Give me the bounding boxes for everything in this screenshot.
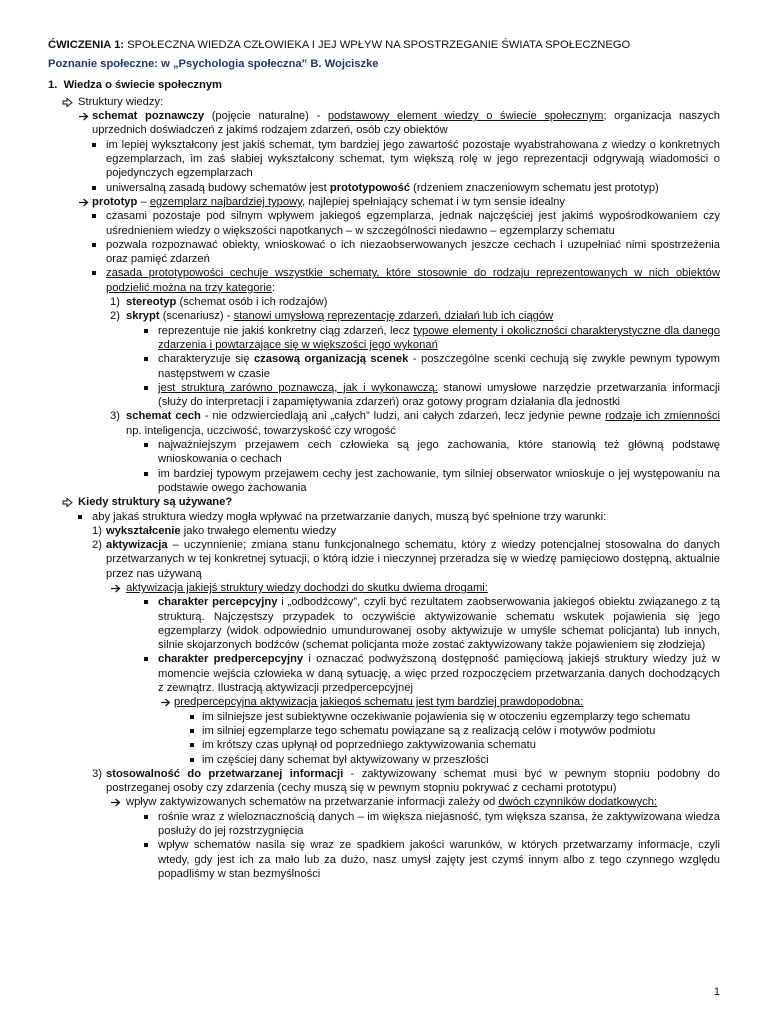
bullet-square-icon xyxy=(92,267,96,281)
outline-text: reprezentuje nie jakiś konkretny ciąg zdarzeń, lecz xyxy=(158,324,414,337)
outline-item xyxy=(48,753,720,767)
list-number: 2) xyxy=(92,539,102,552)
outline-item xyxy=(48,309,720,323)
outline-item xyxy=(48,810,720,839)
bullet-square-icon xyxy=(144,468,148,482)
outline-item xyxy=(48,724,720,738)
bullet-square-icon xyxy=(92,239,96,253)
outline-text: stanowi umysłową reprezentację zdarzeń, działań lub ich ciągów xyxy=(233,310,554,323)
arrow-bullet-icon xyxy=(78,197,89,208)
outline-item xyxy=(48,581,720,595)
outline-text: najważniejszym przejawem cech człowieka są jego zachowania, które stanowią też główną podstawę wnioskowania o cechach xyxy=(158,439,720,466)
section-number: 1. xyxy=(48,78,58,91)
list-number: 1) xyxy=(92,524,102,537)
outline-text: aktywizacja xyxy=(106,539,168,552)
outline-text: (schemat osób i ich rodzajów) xyxy=(176,296,328,309)
outline-text: im silniej egzemplarze tego schematu powiązane są z realizacją celów i motywów podmiotu xyxy=(202,724,656,737)
bullet-square-icon xyxy=(144,839,148,853)
outline-text: schemat poznawczy xyxy=(92,110,205,123)
outline-text: Struktury wiedzy: xyxy=(78,95,164,108)
bullet-square-icon xyxy=(144,439,148,453)
arrow-bullet-icon xyxy=(160,697,171,708)
outline-text: , najlepiej spełniający schemat i w tym sensie idealny xyxy=(301,195,566,208)
outline-text: – uczynnienie; zmiana stanu funkcjonalnego schematu, który z wiedzy potencjalnej stosowalna do danych przetwarzanych w tej konkretnej sytuacji, o którą idzie i nieczynnej przeradza się w wiedzę pamięciowo dostępną, aktualnie przez nas używaną xyxy=(106,539,720,580)
list-number: 1) xyxy=(110,296,120,309)
outline-text: uniwersalną zasadą budowy schematów jest xyxy=(106,181,330,194)
outline-item xyxy=(48,595,720,652)
hollow-arrow-bullet-icon xyxy=(62,97,73,108)
outline-item xyxy=(48,838,720,881)
bullet-square-icon xyxy=(92,182,96,196)
outline-text: prototyp xyxy=(92,195,138,208)
outline-item xyxy=(48,381,720,410)
document-title xyxy=(48,38,720,52)
outline-item xyxy=(48,295,720,309)
outline-text: stanowi umysłowe narzędzie przetwarzania informacji (służy do interpretacji i zapamiętywania zdarzeń) oraz gotowy program działania dla jednostki xyxy=(158,381,720,409)
outline-item xyxy=(48,524,720,538)
outline-text: czasową organizacją scenek xyxy=(253,353,409,366)
outline-text: im silniejsze jest subiektywne oczekiwanie pojawienia się w otoczeniu egzemplarzy tego schematu xyxy=(202,710,691,723)
outline-text: aby jakaś struktura wiedzy mogła wpływać na przetwarzanie danych, muszą być spełnione trzy warunki: xyxy=(92,510,607,523)
arrow-bullet-icon xyxy=(110,583,121,594)
outline-item xyxy=(48,181,720,195)
outline-text: Kiedy struktury są używane? xyxy=(78,496,233,509)
arrow-bullet-icon xyxy=(78,111,89,122)
outline-text: im częściej dany schemat był aktywizowany w przeszłości xyxy=(202,753,489,766)
outline-item xyxy=(48,109,720,138)
outline-text: zasada prototypowości cechuje wszystkie schematy, które stosownie do rodzaju reprezentowanych w nich obiektów podzielić można na trzy kategorie xyxy=(106,267,720,294)
outline-item xyxy=(48,767,720,796)
outline-text: stosowalność do przetwarzanej informacji xyxy=(106,767,344,780)
outline-item xyxy=(48,510,720,524)
outline-item xyxy=(48,438,720,467)
outline-text: (scenariusz) - xyxy=(159,310,234,323)
outline-item xyxy=(48,266,720,295)
outline-item xyxy=(48,352,720,381)
outline-text: ; organizacja naszych uprzednich doświadczeń z jakimś rodzajem zdarzeń, osób czy obiektów xyxy=(92,110,720,137)
outline-item xyxy=(48,652,720,695)
outline-item xyxy=(48,138,720,181)
outline-item xyxy=(48,209,720,238)
bullet-square-icon xyxy=(78,511,82,525)
outline-text: prototypowość xyxy=(329,181,411,194)
bullet-square-icon xyxy=(190,711,194,725)
outline-item xyxy=(48,409,720,438)
bullet-square-icon xyxy=(144,653,148,667)
outline-text: podstawowy element wiedzy o świecie społecznym xyxy=(327,110,604,123)
bullet-square-icon xyxy=(190,739,194,753)
outline-item xyxy=(48,710,720,724)
outline-text: rodzaje ich zmienności xyxy=(605,410,720,423)
outline-item xyxy=(48,495,720,509)
arrow-bullet-icon xyxy=(110,797,121,808)
outline-text: dwóch czynników dodatkowych: xyxy=(498,796,658,809)
outline-text: - nie odzwierciedlają ani „całych” ludzi, ani całych zdarzeń, lecz jedynie pewne xyxy=(200,410,606,423)
document-subtitle: Poznanie społeczne: w „Psychologia społeczna” B. Wojciszke xyxy=(48,58,379,71)
outline-text: predpercepcyjna aktywizacja jakiegoś schematu jest tym bardziej prawdopodobna: xyxy=(174,696,584,709)
outline-text: egzemplarz najbardziej typowy xyxy=(149,195,302,208)
bullet-square-icon xyxy=(190,754,194,768)
outline-text: i „odbodźcowy”, czyli być rezultatem zaobserwowania jakiegoś obiektu związanego z tą strukturą. Najczęstszy przypadek to oczywiście aktywizowanie schematu wskutek pojawienia się jego egzemplarzy (widok odpowiednio umundurowanej osoby aktywizuje w umyśle schemat policjanta) lub innych, silnie skojarzonych bodźców (schemat policjanta może zostać zaktywizowany także pojawieniem się złodzieja) xyxy=(158,596,721,652)
bullet-square-icon xyxy=(92,210,96,224)
outline-text: skrypt xyxy=(126,310,160,323)
outline-text: rośnie wraz z wieloznacznością danych – im większa niejasność, tym większa szansa, że zaktywizowana wiedza posłuży do jej rozstrzygnięcia xyxy=(158,810,720,838)
outline-text: - zaktywizowany schemat musi być w pewnym stopniu podobny do postrzeganej osoby czy zdarzenia (cechy muszą się w pewnym stopniu pokrywać z cechami prototypu) xyxy=(106,767,720,795)
outline-item xyxy=(48,795,720,809)
outline-text: schemat cech xyxy=(126,410,201,423)
bullet-square-icon xyxy=(144,353,148,367)
notes-outline xyxy=(48,95,720,881)
outline-text: jako trwałego elementu wiedzy xyxy=(180,524,337,537)
bullet-square-icon xyxy=(92,139,96,153)
section-title: Wiedza o świecie społecznym xyxy=(63,78,223,91)
outline-item xyxy=(48,538,720,581)
bullet-square-icon xyxy=(144,811,148,825)
title-rest: SPOŁECZNA WIEDZA CZŁOWIEKA I JEJ WPŁYW NA SPOSTRZEGANIE ŚWIATA SPOŁECZNEGO xyxy=(124,39,631,51)
outline-text: charakter predpercepcyjny xyxy=(158,653,304,666)
outline-item xyxy=(48,738,720,752)
outline-text: jest strukturą zarówno poznawczą, jak i wykonawczą: xyxy=(158,381,438,394)
outline-text: pozwala rozpoznawać obiekty, wnioskować o ich niezaobserwowanych jeszcze cechach i uzupełniać nimi spostrzeżenia oraz pamięć zdarzeń xyxy=(106,238,720,266)
bullet-square-icon xyxy=(190,725,194,739)
outline-text: : xyxy=(272,281,276,294)
outline-item xyxy=(48,695,720,709)
outline-text: typowe elementy i okoliczności charakterystyczne dla danego zdarzenia i powtarzające się w większości jego wykonań xyxy=(158,324,720,351)
outline-text: (rdzeniem znaczeniowym schematu jest prototyp) xyxy=(410,181,659,194)
section-heading xyxy=(48,78,720,92)
outline-text: stereotyp xyxy=(126,296,177,309)
outline-text: charakter percepcyjny xyxy=(158,596,278,609)
outline-item xyxy=(48,195,720,209)
list-number: 3) xyxy=(110,410,120,423)
outline-item xyxy=(48,238,720,267)
outline-text: – xyxy=(137,195,150,208)
outline-text: - poszczególne scenki cechują się zwykle pewnym typowym następstwem w czasie xyxy=(158,353,720,380)
outline-item xyxy=(48,467,720,496)
list-number: 2) xyxy=(110,310,120,323)
list-number: 3) xyxy=(92,767,102,780)
outline-text: czasami pozostaje pod silnym wpływem jakiegoś egzemplarza, jednak najczęściej jest jakimś wypośrodkowaniem czy uśrednieniem wiedzy o większości napotkanych – w szczególności niedawno – egzemplarzy schematu xyxy=(106,210,720,237)
bullet-square-icon xyxy=(144,325,148,339)
page-number: 1 xyxy=(713,986,720,998)
outline-text: im krótszy czas upłynął od poprzedniego zaktywizowania schematu xyxy=(202,739,536,752)
outline-text: wpływ schematów nasila się wraz ze spadkiem jakości warunków, w których przetwarzamy informacje, czyli wtedy, gdy jest ich za mało lub za dużo, nasz umysł zajęty jest czymś innym albo z tego czynnego względu popadliśmy w stan bezmyślności xyxy=(158,839,720,880)
outline-text: charakteryzuje się xyxy=(158,353,254,366)
outline-text: np. inteligencja, uczciwość, towarzyskość czy wrogość xyxy=(126,424,396,437)
outline-text: (pojęcie naturalne) - xyxy=(204,110,328,123)
outline-text: aktywizacja jakiejś struktury wiedzy dochodzi do skutku dwiema drogami: xyxy=(126,581,488,594)
title-prefix: ĆWICZENIA 1: xyxy=(48,39,125,51)
outline-item xyxy=(48,95,720,109)
hollow-arrow-bullet-icon xyxy=(62,497,73,508)
bullet-square-icon xyxy=(144,596,148,610)
outline-text: wykształcenie xyxy=(106,524,181,537)
outline-item xyxy=(48,324,720,353)
bullet-square-icon xyxy=(144,382,148,396)
outline-text: im bardziej typowym przejawem cechy jest zachowanie, tym silniej obserwator wnioskuje o jej występowaniu na podstawie owego zachowania xyxy=(158,467,720,494)
outline-text: wpływ zaktywizowanych schematów na przetwarzanie informacji zależy od xyxy=(126,796,499,809)
outline-text: im lepiej wykształcony jest jakiś schemat, tym bardziej jego zawartość pozostaje wyabstrahowana z wiedzy o konkretnych egzemplarzach, im zaś słabiej wykształcony schemat, tym większą rolę w jego reprezentacji odgrywają wiadomości o pojedynczych egzemplarzach xyxy=(106,138,720,180)
outline-text: i oznaczać podwyższoną dostępność pamięciową jakiejś struktury wiedzy już w momencie wejścia człowieka w daną sytuację, a więc przed rozpoczęciem przetwarzania danych dochodzących z zewnątrz. Ilustracją aktywizacji przedpercepcyjnej xyxy=(158,653,721,695)
